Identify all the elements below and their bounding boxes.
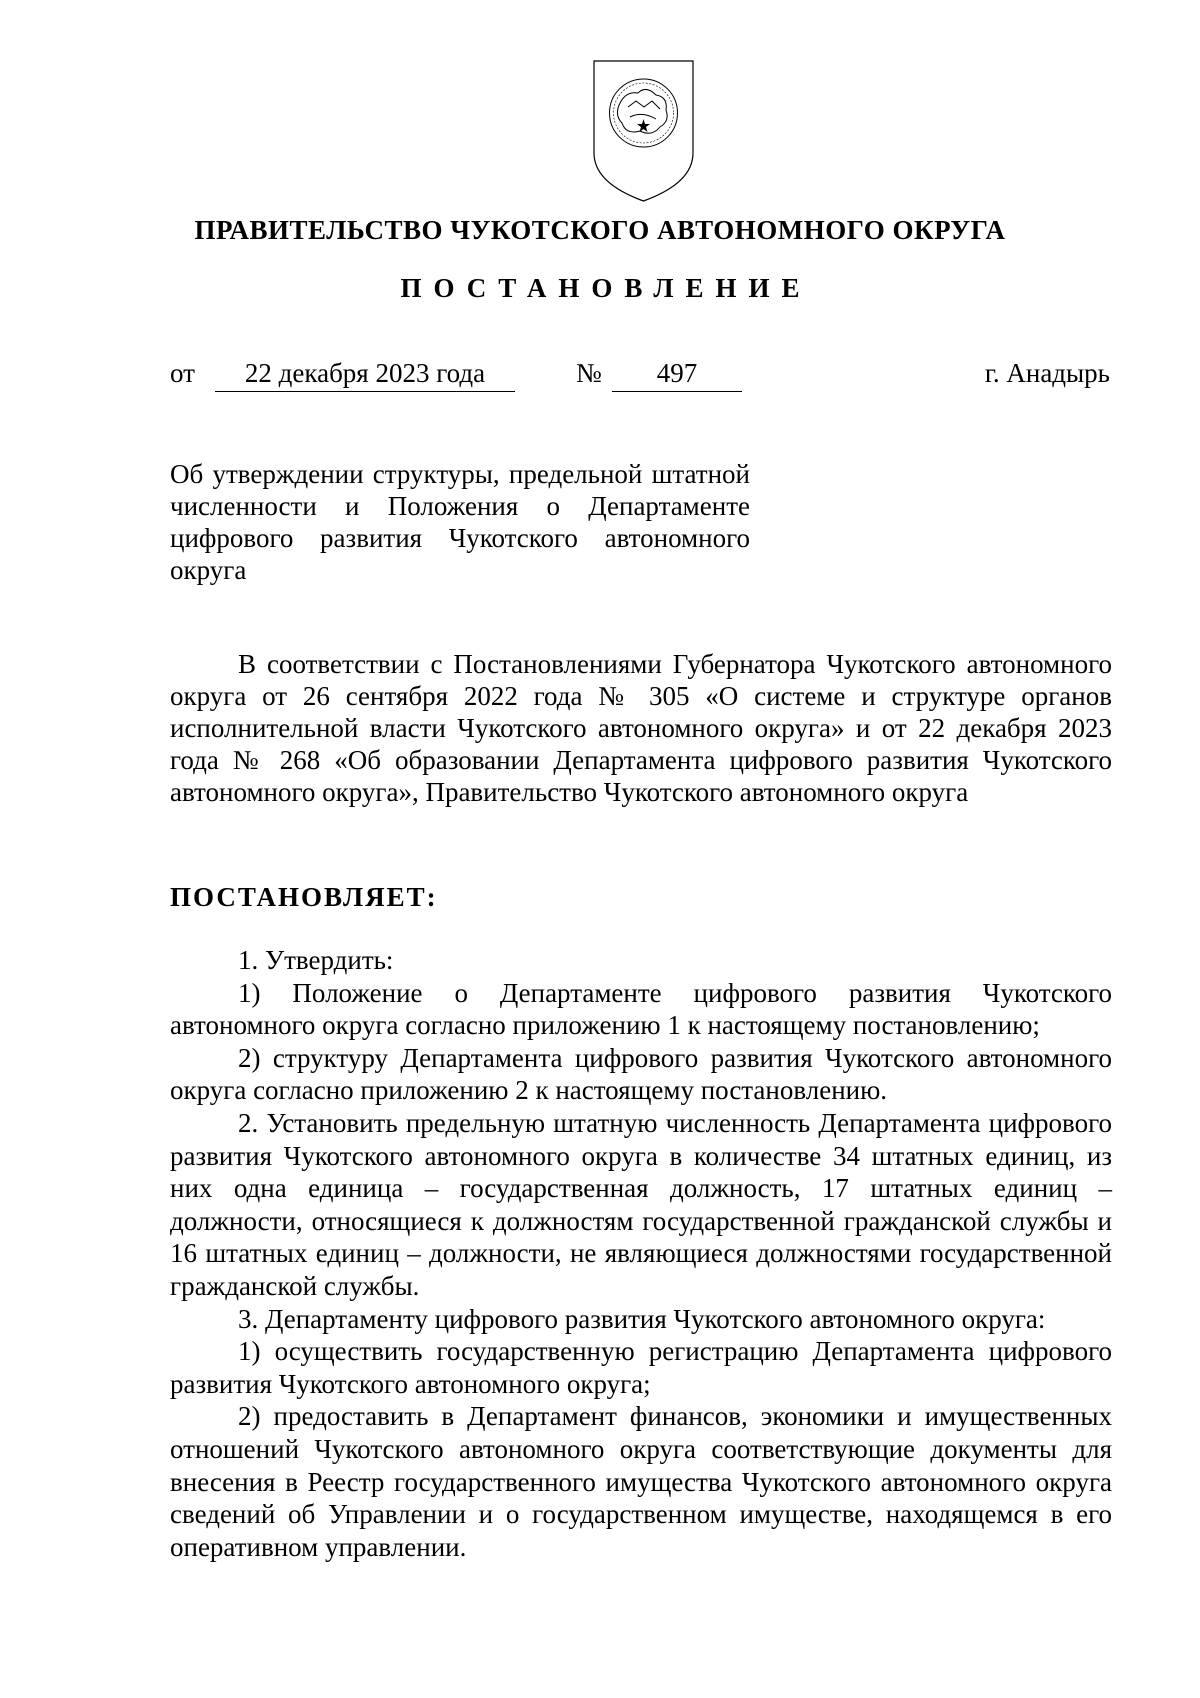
resolution-item: 2) предоставить в Департамент финансов, экономики и имущественных отношений Чукотского автономного округа соответствующие документы для внесения в Реестр государственного имущества Чукотского автономного округа сведений об Управлении и о государственном имуществе, находящемся в его оперативном управлении. (170, 1401, 1112, 1562)
resolution-item: 2. Установить предельную штатную численность Департамента цифрового развития Чукотского автономного округа в количестве 34 штатных единиц, из них одна единица – государственная должность, 17 штатных единиц – должности, относящиеся к должностям государственной гражданской службы и 16 штатных единиц – должности, не являющиеся должностями государственной гражданской службы. (170, 1107, 1112, 1301)
resolves-heading: ПОСТАНОВЛЯЕТ: (170, 882, 438, 912)
document-type-title: ПОСТАНОВЛЕНИЕ (400, 273, 812, 303)
preamble-paragraph: В соответствии с Постановлениями Губернатора Чукотского автономного округа от 26 сентября 2022 года № 305 «О системе и структуре органов исполнительной власти Чукотского автономного округа» и от 22 декабря 2023 года № 268 «Об образовании Департамента цифрового развития Чукотского автономного округа», Правительство Чукотского автономного округа (170, 649, 1112, 807)
coat-of-arms-emblem (586, 55, 701, 205)
date-prefix-label: от (170, 358, 195, 388)
document-meta-line (170, 355, 1110, 395)
resolution-item: 1) осуществить государственную регистрацию Департамента цифрового развития Чукотского автономного округа; (170, 1336, 1112, 1399)
document-city: г. Анадырь (984, 358, 1110, 388)
document-subject: Об утверждении структуры, предельной штатной численности и Положения о Департаменте цифрового развития Чукотского автономного округа (170, 459, 750, 585)
resolution-item: 1. Утвердить: (238, 945, 394, 975)
document-number: 497 (612, 355, 742, 392)
number-label: № (576, 358, 602, 388)
resolution-items (170, 944, 1112, 1563)
resolution-item: 3. Департаменту цифрового развития Чукотского автономного округа: (238, 1303, 1046, 1334)
preamble-block (170, 648, 1112, 808)
government-title: ПРАВИТЕЛЬСТВО ЧУКОТСКОГО АВТОНОМНОГО ОКРУГА (194, 215, 1006, 245)
resolution-item: 1) Положение о Департаменте цифрового развития Чукотского автономного округа согласно приложению 1 к настоящему постановлению; (170, 977, 1112, 1041)
document-date: 22 декабря 2023 года (215, 355, 515, 392)
resolution-item: 2) структуру Департамента цифрового развития Чукотского автономного округа согласно приложению 2 к настоящему постановлению. (170, 1042, 1112, 1106)
